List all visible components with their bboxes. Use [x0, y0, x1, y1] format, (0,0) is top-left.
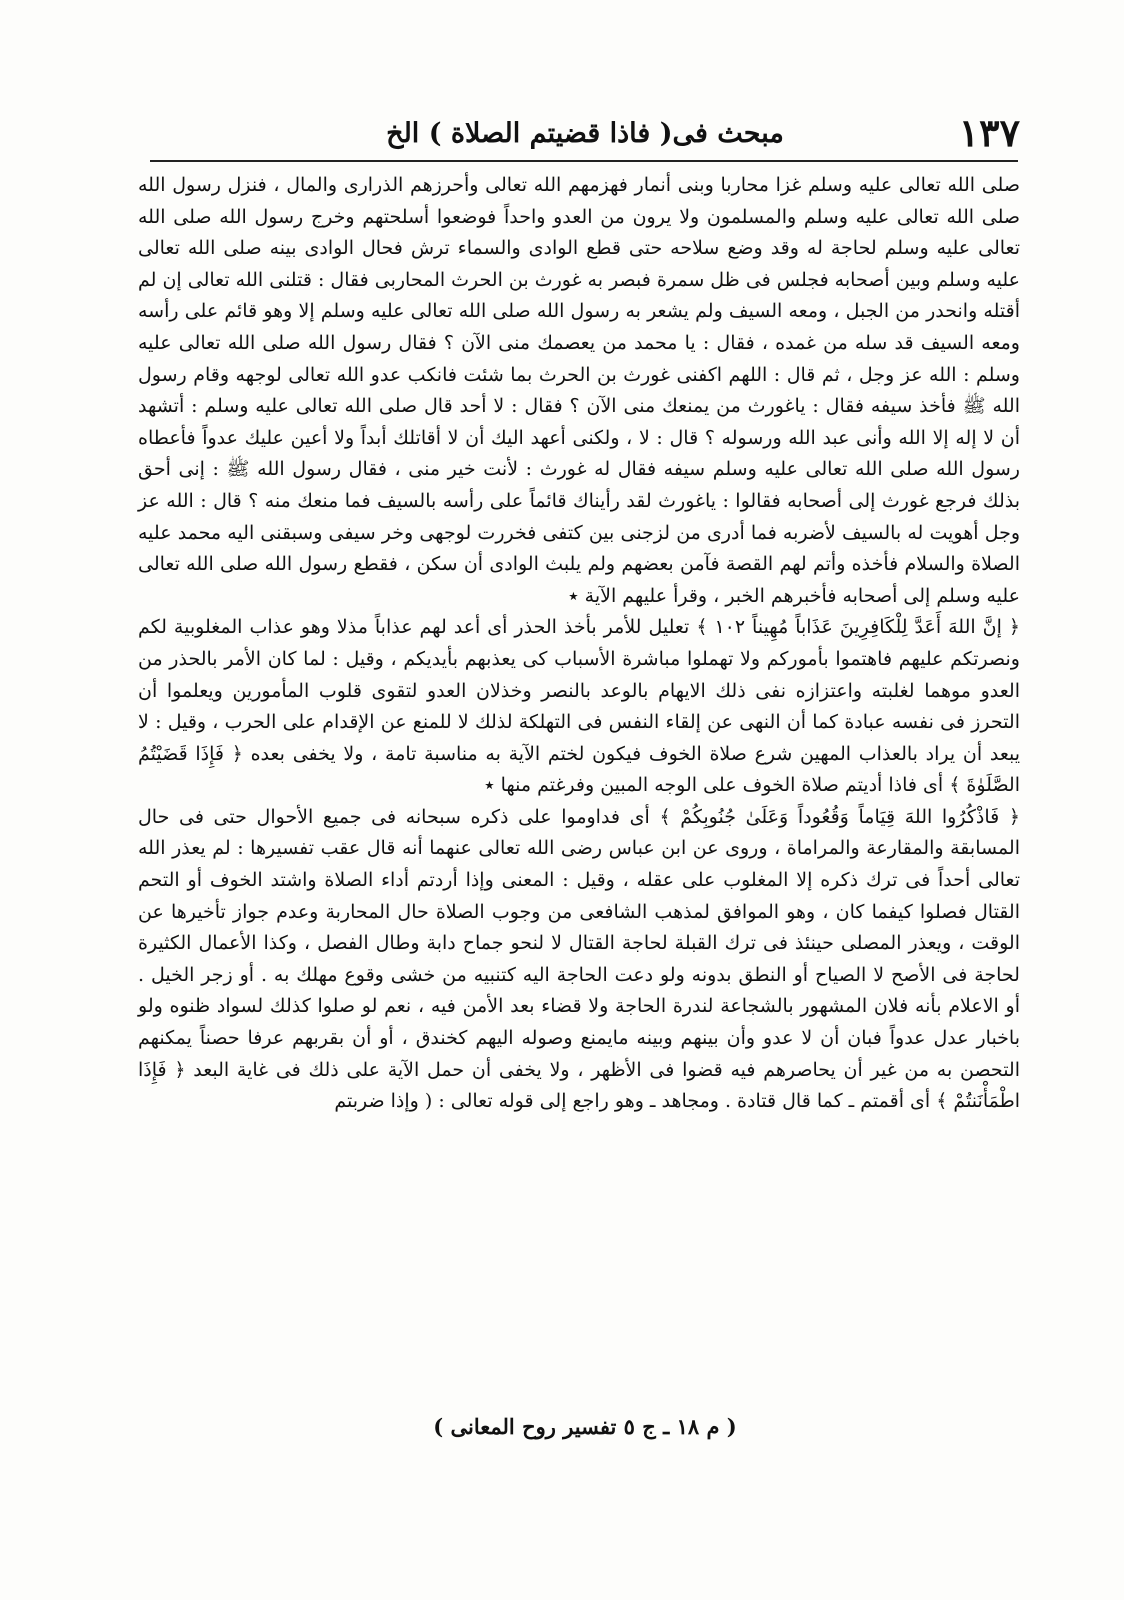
text-line: عليه وسلم لحاجة له وقد وضع سلاحه حتى قطع الوادى والسماء ترش فحال الوادى بينه صلى الله تعالى عليه	[138, 237, 1020, 291]
text-line: بقربهم عرفا حصناً يمكنهم التحصن به من غير أن يحاصرهم فيه قضوا فى الأظهر ، ولا يخفى أن حمل الآية على	[138, 1027, 1020, 1081]
printer-signature: ( م ١٨ ـ ج ٥ تفسير روح المعانى )	[433, 1414, 737, 1439]
paragraph	[138, 802, 1020, 1118]
text-line: ﷺ فأخذ سيفه فقال : ياغورث من يمنعك منى الآن ؟ فقال : لا أحد قال صلى الله تعالى عليه وسلم : أتشهد	[138, 395, 986, 418]
page-header	[150, 110, 1020, 162]
text-line: ذلك فى غاية البعد ﴿ فَإِذَا اطْمَأْنَنتُمْ ﴾ أى أقمتم ـ كما قال قتادة . ومجاهد ـ وهو راجع إلى قوله تعالى : ( وإذا ضربتم	[138, 1058, 1020, 1113]
text-line: أو زجر الخيل . أو الاعلام بأنه فلان المشهور بالشجاعة لندرة الحاجة ولا قضاء بعد الأمن فيه ، نعم لو صلوا	[138, 963, 1021, 1018]
text-line: السيف قد سله من غمده ، فقال : يا محمد من يعصمك منى الآن ؟ فقال رسول الله صلى الله تعالى عليه وسلم :	[138, 331, 1020, 386]
text-line: أحق بذلك فرجع غورث إلى أصحابه فقالوا : ياغورث لقد رأيناك قائماً على رأسه بالسيف فما منعك منه ؟	[138, 458, 1020, 512]
text-line: الله عز وجل ، ثم قال : اللهم اكفنى غورث بن الحرث بما شئت فانكب عدو الله تعالى لوجهه وقام رسول الله	[138, 363, 1020, 418]
text-line: على الحرب ، وقيل : لا يبعد أن يراد بالعذاب المهين شرع صلاة الخوف فيكون لختم الآية به مناسبة تامة ، ولا يخفى	[138, 711, 1021, 765]
text-line: كذلك لسواد ظنوه ولو باخبار عدل عدواً فبان أن لا عدو وأن بينهم وبينه مايمنع وصوله اليهم كخندق ، أو أن	[138, 995, 1020, 1050]
text-line: فصلوا كيفما كان ، وهو الموافق لمذهب الشافعى من وجوب الصلاة حال المحاربة وعدم جواز تأخيرها عن	[138, 900, 967, 923]
page-number: ١٣٧	[958, 110, 1020, 155]
text-line: قال : الله عز وجل أهويت له بالسيف لأضربه فما أدرى من لزجنى بين كتفى فخررت لوجهى وخر سيفى وسبقنى	[138, 489, 1021, 544]
text-line: وسلم وبين أصحابه فجلس فى ظل سمرة فبصر به غورث بن الحرث المحاربى فقال : قتلنى الله تعالى إن لم أقتله وانحدر	[138, 268, 1020, 323]
running-title: مبحث فى( فاذا قضيتم الصلاة ) الخ	[386, 118, 784, 149]
text-line: من الجبل ، ومعه السيف ولم يشعر به رسول الله صلى الله تعالى عليه وسلم إلا وهو قائم على رأسه ومعه	[138, 300, 1020, 354]
text-line: صلى الله تعالى عليه وسلم والمسلمون ولا يرون من العدو واحداً فوضعوا أسلحتهم وخرج رسول الله صلى الله تعالى	[138, 205, 1020, 260]
text-line: الكثيرة لحاجة فى الأصح لا الصياح أو النطق بدونه ولو دعت الحاجة اليه كتنبيه من خشى وقوع مهلك به .	[138, 932, 1020, 986]
text-line: صلى الله تعالى عليه وسلم غزا محاربا وبنى أنمار فهزمهم الله تعالى وأحرزهم الذرارى والمال ، فنزل رسول الله	[138, 174, 1020, 196]
text-line: الأمر بالحذر من العدو موهما لغلبته واعتزازه نفى ذلك الايهام بالوعد بالنصر وخذلان العدو لتقوى قلوب	[138, 647, 1020, 702]
text-line: والمقارعة والمراماة ، وروى عن ابن عباس رضى الله تعالى عنهما أنه قال عقب تفسيرها : لم يعذر الله تعالى	[138, 837, 1020, 892]
paragraph	[138, 170, 1020, 612]
paragraph	[138, 612, 1020, 802]
text-line: المغلوبية لكم ونصرتكم عليهم فاهتموا بأموركم ولا تهملوا مباشرة الأسباب كى يعذبهم بأيديكم ، وقيل : لما كان	[138, 616, 1020, 670]
text-line: فأعطاه رسول الله صلى الله تعالى عليه وسلم سيفه فقال له غورث : لأنت خير منى ، فقال رسول الله ﷺ : إنى	[138, 426, 1020, 481]
text-line: بعده ﴿ فَإِذَا قَضَيْتُمُ الصَّلَوٰةَ ﴾ أى فاذا أديتم صلاة الخوف على الوجه المبين وفرغتم منها ٭	[138, 742, 1020, 797]
text-line: صلى الله تعالى عليه وسلم إلى أصحابه فأخبرهم الخبر ، وقرأ عليهم الآية ٭	[138, 553, 1020, 607]
text-line: الوقت ، ويعذر المصلى حينئذ فى ترك القبلة لحاجة القتال لا لنحو جماح دابة وطال الفصل ، وكذا الأعمال	[198, 932, 1020, 955]
body-text	[138, 170, 1020, 1118]
text-line: أحداً فى ترك ذكره إلا المغلوب على عقله ، وقيل : المعنى وإذا أردتم أداء الصلاة واشتد الخوف أو التحم القتال	[138, 869, 1020, 923]
text-line: اليه محمد عليه الصلاة والسلام فأخذه وأتم لهم القصة فآمن بعضهم ولم يلبث الوادى أن سكن ، فقطع رسول الله	[138, 521, 1020, 576]
text-line: أن لا إله إلا الله وأنى عبد الله ورسوله ؟ قال : لا ، ولكنى أعهد اليك أن لا أقاتلك أبداً ولا أعين عليك عدواً	[202, 426, 1020, 449]
text-line: المأمورين ويعلموا أن التحرز فى نفسه عبادة كما أن النهى عن إلقاء النفس فى التهلكة لذلك لا للمنع عن الإقدام	[138, 679, 1020, 734]
text-line: ﴿ فَاذْكُرُوا اللهَ قِيَاماً وَقُعُوداً وَعَلَىٰ جُنُوبِكُمْ ﴾ أى فداوموا على ذكره سبحانه فى جميع الأحوال حتى فى حال المسابقة	[138, 805, 1020, 860]
text-line: ﴿ إنَّ اللهَ أَعَدَّ لِلْكَافِرِينَ عَذَاباً مُهِيناً ١٠٢ ﴾ تعليل للأمر بأخذ الحذر أى أعد لهم عذاباً مذلا وهو عذاب	[249, 616, 1021, 639]
header-rule	[150, 160, 1018, 162]
